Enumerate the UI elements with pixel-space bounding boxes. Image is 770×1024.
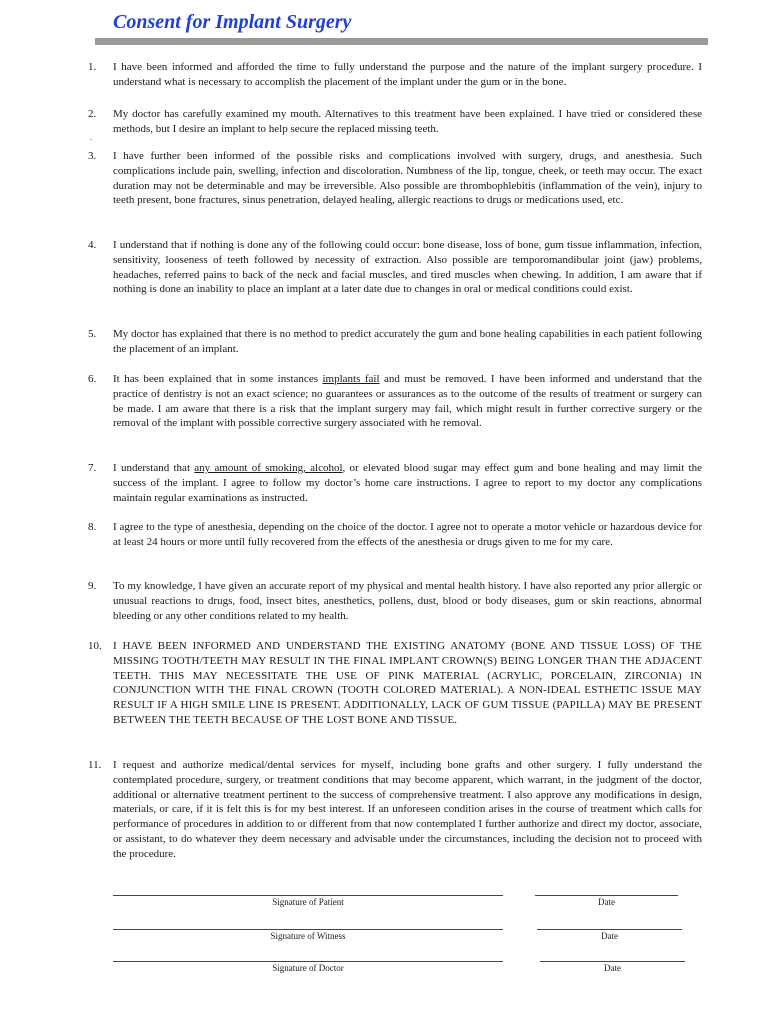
consent-item-11 bbox=[88, 758, 702, 862]
doctor-signature-label: Signature of Doctor bbox=[272, 963, 344, 973]
consent-item-8 bbox=[88, 520, 702, 550]
item-text: I HAVE BEEN INFORMED AND UNDERSTAND THE EXISTING ANATOMY (BONE AND TISSUE LOSS) OF THE MISSING TOOTH/TEETH MAY RESULT IN THE FINAL IMPLANT CROWN(S) BEING LONGER THAN THE ADJACENT TEETH. THIS MAY NECESSITATE THE USE OF PINK MATERIAL (ACRYLIC, PORCELAIN, ZIRCONIA) IN CONJUNCTION WITH THE FINAL CROWN (TOOTH COLORED MATERIAL). A NON-IDEAL ESTHETIC ISSUE MAY RESULT IF A HIGH SMILE LINE IS PRESENT. ADDITIONALLY, LACK OF GUM TISSUE (PAPILLA) MAY BE PRESENT BETWEEN THE TEETH BECAUSE OF THE LOST BONE AND TISSUE. bbox=[113, 640, 702, 726]
item-number: 9. bbox=[88, 580, 97, 592]
item-text: My doctor has explained that there is no method to predict accurately the gum and bone healing capabilities in each patient following the placement of an implant. bbox=[113, 328, 702, 355]
consent-item-10 bbox=[88, 639, 702, 728]
title-underline-bar bbox=[95, 38, 708, 45]
stray-dot: . bbox=[90, 133, 92, 142]
item-text bbox=[88, 372, 702, 431]
patient-signature-line[interactable] bbox=[113, 895, 503, 896]
item-number: 4. bbox=[88, 239, 97, 251]
underlined-phrase: implants fail bbox=[322, 373, 380, 385]
witness-signature-line[interactable] bbox=[113, 929, 503, 930]
consent-item-2 bbox=[88, 107, 702, 137]
item-text bbox=[88, 461, 702, 505]
underlined-phrase: any amount of smoking, alcohol bbox=[194, 462, 343, 474]
consent-item-3 bbox=[88, 149, 702, 208]
item-number: 10. bbox=[88, 640, 102, 652]
document-title: Consent for Implant Surgery bbox=[113, 11, 352, 33]
item-text: My doctor has carefully examined my mouth. Alternatives to this treatment have been explained. I have tried or considered these methods, but I desire an implant to help secure the replaced missing teeth. bbox=[113, 108, 702, 135]
item-text: I agree to the type of anesthesia, depending on the choice of the doctor. I agree not to operate a motor vehicle or hazardous device for at least 24 hours or more until fully recovered from the effects of the anesthesia or drugs given to me for my care. bbox=[113, 521, 702, 548]
item-text-pre: It has been explained that in some instances bbox=[113, 373, 323, 385]
consent-item-5 bbox=[88, 327, 702, 357]
consent-item-1 bbox=[88, 60, 702, 90]
witness-date-label: Date bbox=[601, 931, 618, 941]
item-text-post: , or elevated blood sugar may effect gum and bone healing and may limit the success of the implant. I agree to follow my doctor’s home care instructions. I agree to report to my doctor any complications maintain regular examinations as instructed. bbox=[113, 462, 702, 504]
patient-date-line[interactable] bbox=[535, 895, 678, 896]
item-number: 5. bbox=[88, 328, 97, 340]
item-number: 6. bbox=[88, 373, 97, 385]
item-text-pre: I understand that bbox=[113, 462, 195, 474]
witness-date-line[interactable] bbox=[537, 929, 682, 930]
item-text: I have been informed and afforded the time to fully understand the purpose and the nature of the implant surgery procedure. I understand what is necessary to accomplish the placement of the implant under the gum or in the bone. bbox=[113, 61, 702, 88]
item-number: 2. bbox=[88, 108, 97, 120]
doctor-date-label: Date bbox=[604, 963, 621, 973]
item-number: 11. bbox=[88, 759, 102, 771]
consent-item-9 bbox=[88, 579, 702, 623]
doctor-date-line[interactable] bbox=[540, 961, 685, 962]
item-number: 7. bbox=[88, 462, 97, 474]
patient-date-label: Date bbox=[598, 897, 615, 907]
item-number: 1. bbox=[88, 61, 97, 73]
consent-item-7 bbox=[88, 461, 702, 505]
consent-item-6 bbox=[88, 372, 702, 431]
item-text: I have further been informed of the possible risks and complications involved with surgery, drugs, and anesthesia. Such complications include pain, swelling, infection and discoloration. Numbness of the lip, tongue, cheek, or teeth may occur. The exact duration may not be determinable and may be irreversible. Also possible are thrombophlebitis (inflammation of the vein), injury to teeth present, bone fractures, sinus penetration, delayed healing, allergic reactions to drugs or medications used, etc. bbox=[113, 150, 702, 207]
witness-signature-label: Signature of Witness bbox=[270, 931, 346, 941]
item-number: 8. bbox=[88, 521, 97, 533]
item-number: 3. bbox=[88, 150, 97, 162]
item-text: I understand that if nothing is done any of the following could occur: bone disease, loss of bone, gum tissue inflammation, infection, sensitivity, looseness of teeth followed by necessity of extraction. Also possible are temporomandibular joint (jaw) problems, headaches, referred pains to back of the neck and facial muscles, and tired muscles when chewing. In addition, I am aware that if nothing is done an inability to place an implant at a later date due to changes in oral or medical conditions could exist. bbox=[113, 239, 702, 296]
item-text: I request and authorize medical/dental services for myself, including bone grafts and other surgery. I fully understand the contemplated procedure, surgery, or treatment conditions that may become apparent, which warrant, in the judgment of the doctor, additional or alternative treatment pertinent to the success of comprehensive treatment. I also approve any modifications in design, materials, or care, if it is felt this is for my best interest. If an unforeseen condition arises in the course of treatment which calls for performance of procedures in addition to or different from that now contemplated I further authorize and direct my doctor, associate, or assistant, to do whatever they deem necessary and advisable under the circumstances, including the decision not to proceed with the procedure. bbox=[113, 759, 702, 860]
consent-item-4 bbox=[88, 238, 702, 297]
item-text: To my knowledge, I have given an accurate report of my physical and mental health history. I have also reported any prior allergic or unusual reactions to drugs, food, insect bites, anesthetics, pollens, dust, blood or body diseases, gum or skin reactions, abnormal bleeding or any other conditions related to my health. bbox=[113, 580, 702, 622]
patient-signature-label: Signature of Patient bbox=[272, 897, 344, 907]
item-text-post: and must be removed. I have been informed and understand that the practice of dentistry is not an exact science; no guarantees or assurances as to the outcome of the results of treatment or surgery can be made. I am aware that there is a risk that the implant surgery may fail, which might result in further corrective surgery or the removal of the implant with possible corrective surgery associated with he removal. bbox=[113, 373, 702, 430]
doctor-signature-line[interactable] bbox=[113, 961, 503, 962]
